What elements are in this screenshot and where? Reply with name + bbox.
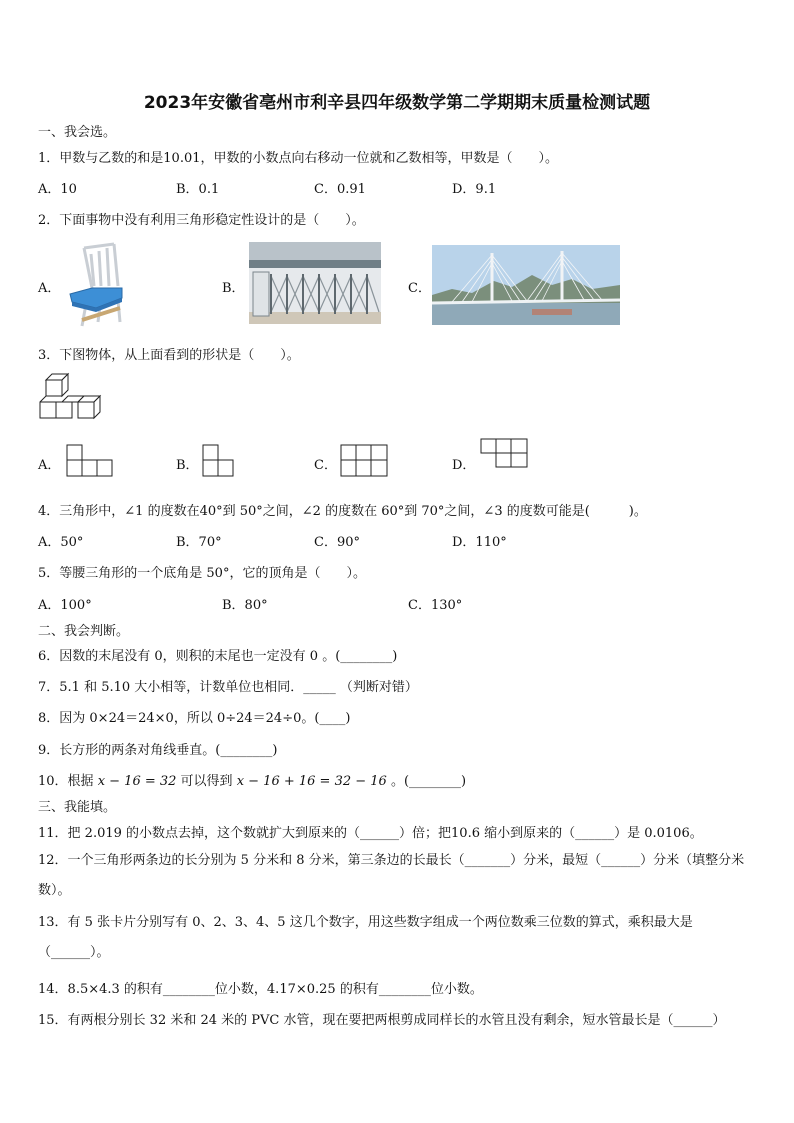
question-8: 8．因为 0×24＝24×0，所以 0÷24＝24÷0。(____) [38, 711, 351, 726]
question-5: 5．等腰三角形的一个底角是 50°，它的顶角是（ ）。 [38, 566, 366, 581]
question-13: 13．有 5 张卡片分别写有 0、2、3、4、5 这几个数字，用这些数字组成一个两位数乘三位数的算式，乘积最大是（______）。 [38, 915, 693, 960]
question-7: 7．5.1 和 5.10 大小相等，计数单位也相同．_____ （判断对错） [38, 680, 418, 695]
option-a[interactable]: A．10 [38, 182, 77, 197]
question-2: 2．下面事物中没有利用三角形稳定性设计的是（ ）。 [38, 213, 365, 228]
question-11: 11．把 2.019 的小数点去掉，这个数就扩大到原来的（______）倍；把10.6 缩小到原来的（______）是 0.0106。 [38, 826, 703, 841]
question-12: 12．一个三角形两条边的长分别为 5 分米和 8 分米，第三条边的长最长（_______）分米，最短（______）分米（填整分米数）。 [38, 853, 745, 898]
section-heading-3: 三、我能填。 [38, 800, 117, 815]
shape-b-icon[interactable] [202, 444, 236, 478]
option-a[interactable]: A． [38, 458, 61, 473]
retractable-gate-image [249, 242, 381, 324]
question-10-middle: 可以得到 [176, 774, 237, 789]
option-a[interactable]: A． [38, 281, 61, 296]
question-6: 6．因数的末尾没有 0，则积的末尾也一定没有 0 。(________) [38, 649, 398, 664]
question-9: 9．长方形的两条对角线垂直。(________) [38, 743, 278, 758]
cable-stayed-bridge-image [432, 245, 620, 325]
option-b[interactable]: B．0.1 [176, 182, 220, 197]
option-b[interactable]: B． [222, 281, 245, 296]
shape-d-icon[interactable] [480, 438, 530, 480]
option-c[interactable]: C．90° [314, 535, 360, 550]
chair-image [64, 242, 126, 328]
section-heading-2: 二、我会判断。 [38, 624, 130, 639]
question-10-equation-2: x − 16 + 16 = 32 − 16 [236, 774, 387, 789]
question-1: 1．甲数与乙数的和是10.01，甲数的小数点向右移动一位就和乙数相等，甲数是（ ）。 [38, 151, 558, 166]
question-10-equation-1: x − 16 = 32 [97, 774, 177, 789]
question-3: 3．下图物体，从上面看到的形状是（ ）。 [38, 348, 300, 363]
question-10 [38, 770, 466, 789]
shape-c-icon[interactable] [340, 444, 390, 478]
page-title: 2023年安徽省亳州市利辛县四年级数学第二学期期末质量检测试题 [143, 93, 651, 113]
option-b[interactable]: B．80° [222, 598, 268, 613]
option-c[interactable]: C． [314, 458, 337, 473]
question-4: 4．三角形中，∠1 的度数在40°到 50°之间，∠2 的度数在 60°到 70°之间，∠3 的度数可能是( )。 [38, 504, 647, 519]
question-10-prefix: 10．根据 [38, 774, 98, 789]
option-d[interactable]: D．9.1 [452, 182, 497, 197]
option-b[interactable]: B．70° [176, 535, 222, 550]
shape-a-icon[interactable] [66, 444, 114, 478]
option-b[interactable]: B． [176, 458, 199, 473]
section-heading-1: 一、我会选。 [38, 125, 117, 140]
option-a[interactable]: A．50° [38, 535, 84, 550]
question-15: 15．有两根分别长 32 米和 24 米的 PVC 水管，现在要把两根剪成同样长的水管且没有剩余，短水管最长是（______） [38, 1013, 726, 1028]
option-c[interactable]: C． [408, 281, 431, 296]
option-a[interactable]: A．100° [38, 598, 92, 613]
option-c[interactable]: C．0.91 [314, 182, 366, 197]
option-d[interactable]: D．110° [452, 535, 507, 550]
question-14: 14．8.5×4.3 的积有________位小数，4.17×0.25 的积有________位小数。 [38, 982, 483, 997]
option-c[interactable]: C．130° [408, 598, 463, 613]
cube-stack-figure [38, 372, 108, 424]
option-d[interactable]: D． [452, 458, 476, 473]
question-10-suffix: 。(________) [386, 774, 467, 789]
